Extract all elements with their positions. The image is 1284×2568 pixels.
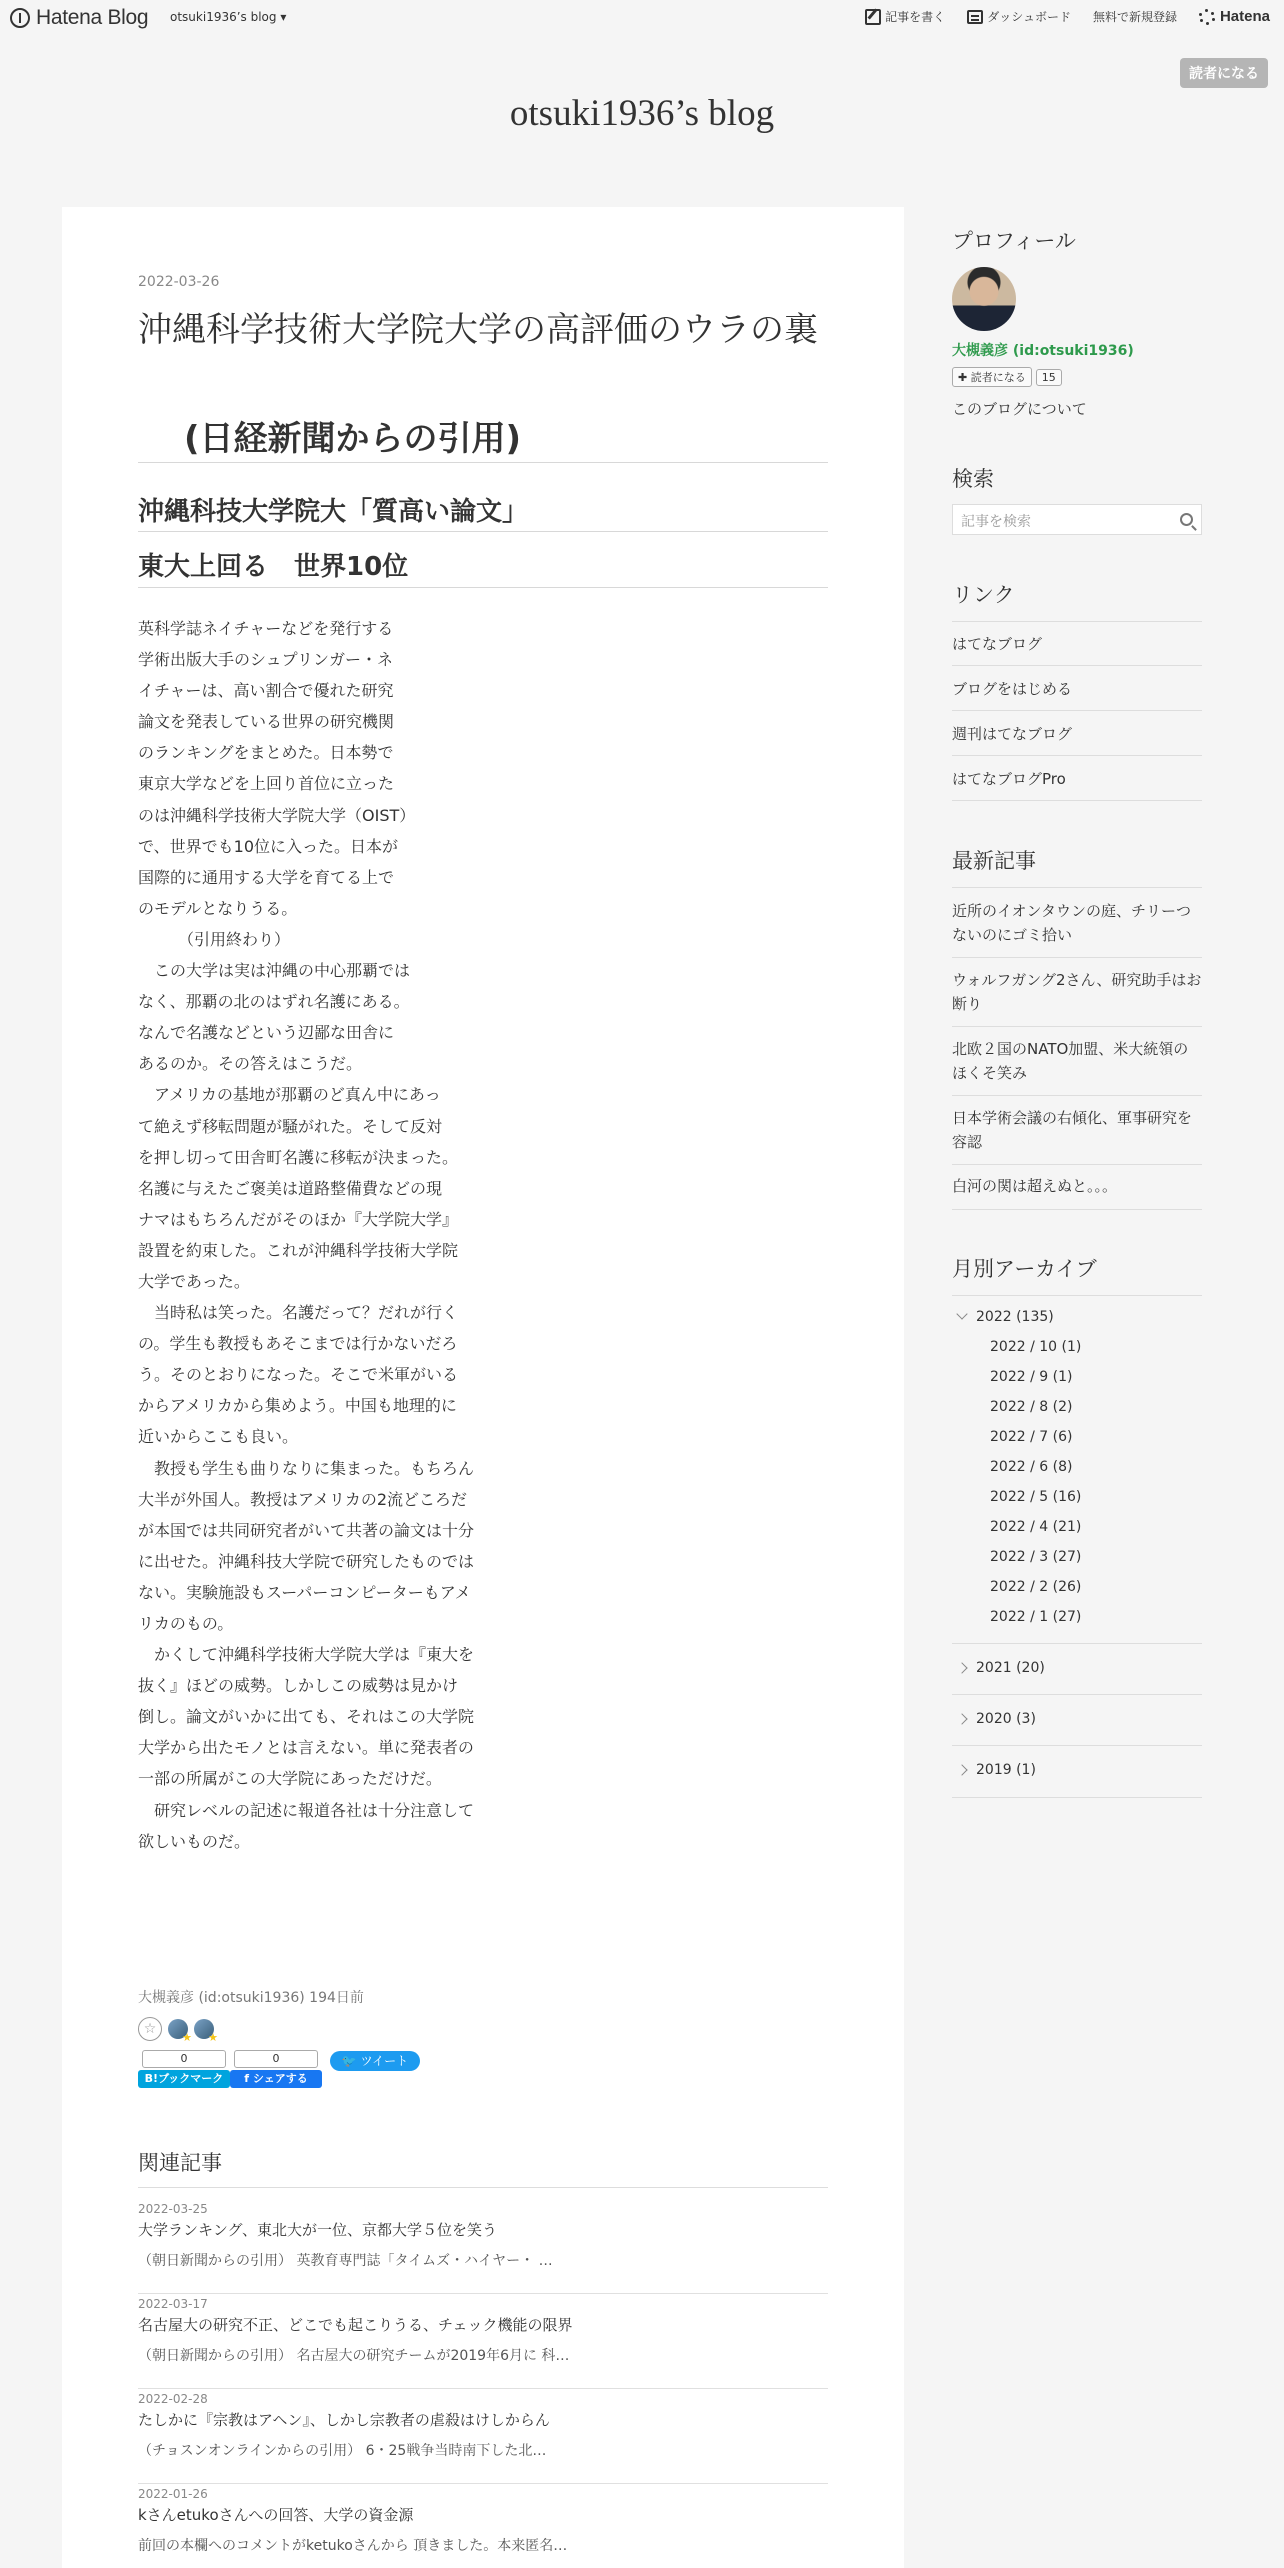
- link-item[interactable]: ブログをはじめる: [952, 666, 1202, 711]
- links-heading: リンク: [952, 579, 1202, 622]
- quote-heading: (日経新聞からの引用): [138, 403, 828, 463]
- entry-body: 英科学誌ネイチャーなどを発行する 学術出版大手のシュプリンガー・ネ イチャーは、高い割合で優れた研究 論文を発表している世界の研究機関 のランキングをまとめた。日本勢で 東京大学などを上回り首位に立った のは沖縄科学技術大学院大学（OIST） で、世界でも10位に入った。日本が 国際的に通用する大学を育てる上で のモデルとなりうる。 （引用終わり） この大学は実は沖縄の中心那覇では なく、那覇の北のはずれ名護にある。 なんで名護などという辺鄙な田舎に あるのか。その答えはこうだ。 アメリカの基地が那覇のど真ん中にあっ て絶えず移転問題が騒がれた。そして反対 を押し切って田舎町名護に移転が決まった。 名護に与えたご褒美は道路整備費などの現 ナマはもちろんだがそのほか『大学院大学』 設置を約束した。これが沖縄科学技術大学院 大学であった。 当時私は笑った。名護だって？だれが行く の。学生も教授もあそこまでは行かないだろ う。そのとおりになった。そこで米軍がいる からアメリカから集めよう。中国も地理的に 近いからここも良い。 教授も学生も曲りなりに集まった。もちろん 大半が外国人。教授はアメリカの2流どころだ が本国では共同研究者がいて共著の論文は十分 に出せた。沖縄科技大学院で研究したものでは ない。実験施設もスーパーコンピーターもアメ リカのもの。 かくして沖縄科学技術大学院大学は『東大を 抜く』ほどの威勢。しかしこの威勢は見かけ 倒し。論文がいかに出ても、それはこの大学院 大学から出たモノとは言えない。単に発表者の 一部の所属がこの大学院にあっただけだ。 研究レベルの記述に報道各社は十分注意して 欲しいものだ。: [138, 619, 475, 1851]
- chevron-right-icon[interactable]: [956, 1662, 967, 1673]
- recent-list: [952, 889, 1202, 1210]
- link-item[interactable]: はてなブログ: [952, 621, 1202, 666]
- tweet-button[interactable]: 🐦 ツイート: [330, 2051, 420, 2071]
- global-header: [0, 0, 1284, 36]
- archive-year-2020[interactable]: [956, 1711, 1206, 1727]
- write-entry-link[interactable]: [865, 8, 945, 25]
- links-list: [952, 621, 1202, 801]
- archive-heading: 月別アーカイブ: [952, 1253, 1202, 1296]
- archive-month[interactable]: 2022 / 8 (2): [990, 1399, 1073, 1415]
- profile-avatar[interactable]: [952, 267, 1016, 331]
- hatena-blog-logo[interactable]: [10, 6, 148, 30]
- archive-divider: [952, 1745, 1202, 1746]
- bookmark-button[interactable]: B!ブックマーク: [138, 2070, 230, 2088]
- related-date: 2022-01-26: [138, 2487, 208, 2501]
- related-date: 2022-02-28: [138, 2392, 208, 2406]
- recent-item[interactable]: ウォルフガング2さん、研究助手はお断り: [952, 958, 1202, 1027]
- add-star-button[interactable]: ☆: [138, 2017, 162, 2041]
- subscribe-button[interactable]: 読者になる: [1180, 58, 1268, 88]
- related-snippet: （朝日新聞からの引用） 英教育専門誌「タイムズ・ハイヤー・ …: [138, 2253, 553, 2269]
- subheading-2: 東大上回る 世界10位: [138, 540, 828, 588]
- archive-divider: [952, 1694, 1202, 1695]
- entry-article: [62, 207, 904, 2568]
- archive-month[interactable]: 2022 / 10 (1): [990, 1339, 1082, 1355]
- archive-year-label: 2021 (20): [976, 1660, 1045, 1676]
- archive-year-label: 2019 (1): [976, 1762, 1036, 1778]
- recent-item[interactable]: 日本学術会議の右傾化、軍事研究を容認: [952, 1096, 1202, 1165]
- archive-divider: [952, 1643, 1202, 1644]
- archive-divider: [952, 1797, 1202, 1798]
- profile-actions: [952, 367, 1062, 387]
- search-placeholder: 記事を検索: [961, 514, 1031, 530]
- archive-year-2021[interactable]: [956, 1660, 1206, 1676]
- profile-heading: プロフィール: [952, 229, 1076, 253]
- search-icon[interactable]: [1180, 513, 1193, 526]
- bookmark-count: 0: [142, 2050, 226, 2068]
- related-item[interactable]: [138, 2392, 828, 2484]
- star-bar: [138, 2017, 214, 2041]
- entry-date[interactable]: 2022-03-26: [138, 274, 220, 290]
- profile-name[interactable]: 大槻義彦 (id:otsuki1936): [952, 343, 1134, 359]
- related-snippet: （チョスンオンラインからの引用） 6・25戦争当時南下した北…: [138, 2443, 547, 2459]
- related-title[interactable]: kさんetukoさんへの回答、大学の資金源: [138, 2506, 414, 2524]
- dashboard-link[interactable]: [967, 8, 1071, 25]
- related-item[interactable]: [138, 2297, 828, 2389]
- recent-item[interactable]: 近所のイオンタウンの庭、チリーつないのにゴミ拾い: [952, 889, 1202, 958]
- related-date: 2022-03-25: [138, 2202, 208, 2216]
- chevron-right-icon[interactable]: [956, 1764, 967, 1775]
- profile-subscribe-button[interactable]: ✚ 読者になる: [952, 367, 1032, 387]
- related-date: 2022-03-17: [138, 2297, 208, 2311]
- pen-icon: [865, 9, 881, 25]
- related-snippet: 前回の本欄へのコメントがketukoさんから 頂きました。本来匿名…: [138, 2538, 568, 2554]
- archive-month[interactable]: 2022 / 6 (8): [990, 1459, 1073, 1475]
- archive-year-label: 2022 (135): [976, 1309, 1054, 1325]
- search-input[interactable]: [952, 504, 1202, 535]
- chevron-right-icon[interactable]: [956, 1713, 967, 1724]
- entry-title[interactable]: 沖縄科学技術大学院大学の高評価のウラの裏: [138, 311, 818, 349]
- facebook-share: [230, 2050, 322, 2088]
- archive-month[interactable]: 2022 / 5 (16): [990, 1489, 1082, 1505]
- related-item[interactable]: [138, 2487, 828, 2563]
- logo-text: Hatena Blog: [36, 6, 149, 29]
- tweet-label: ツイート: [360, 2054, 409, 2068]
- recent-item[interactable]: 北欧２国のNATO加盟、米大統領のほくそ笑み: [952, 1027, 1202, 1096]
- entry-author-line[interactable]: 大槻義彦 (id:otsuki1936) 194日前: [138, 1990, 364, 2006]
- related-title[interactable]: 名古屋大の研究不正、どこでも起こりうる、チェック機能の限界: [138, 2316, 573, 2334]
- write-label: 記事を書く: [885, 10, 946, 24]
- link-item[interactable]: 週刊はてなブログ: [952, 711, 1202, 756]
- blog-title[interactable]: otsuki1936’s blog: [509, 93, 775, 134]
- hatena-label: Hatena: [1219, 8, 1270, 25]
- recent-heading: 最新記事: [952, 845, 1202, 888]
- dashboard-label: ダッシュボード: [987, 10, 1071, 24]
- share-count: 0: [234, 2050, 318, 2068]
- archive-month[interactable]: 2022 / 7 (6): [990, 1429, 1073, 1445]
- related-item[interactable]: [138, 2202, 828, 2294]
- archive-month[interactable]: 2022 / 9 (1): [990, 1369, 1073, 1385]
- signup-link[interactable]: 無料で新規登録: [1092, 10, 1177, 24]
- archive-year-2022[interactable]: [956, 1309, 1206, 1325]
- related-snippet: （朝日新聞からの引用） 名古屋大の研究チームが2019年6月に 科…: [138, 2348, 570, 2364]
- subscriber-count: 15: [1036, 369, 1062, 386]
- chevron-down-icon[interactable]: [956, 1308, 967, 1319]
- hatena-dots-icon: [1199, 9, 1215, 25]
- archive-month[interactable]: 2022 / 3 (27): [990, 1549, 1082, 1565]
- archive-year-2019[interactable]: [956, 1762, 1206, 1778]
- related-title[interactable]: 大学ランキング、東北大が一位、京都大学５位を笑う: [138, 2221, 497, 2239]
- about-blog-link[interactable]: このブログについて: [952, 400, 1087, 418]
- hatena-bookmark-share: [138, 2050, 230, 2088]
- star-user-avatar[interactable]: [168, 2019, 188, 2039]
- link-item[interactable]: はてなブログPro: [952, 756, 1202, 801]
- blog-menu-dropdown[interactable]: otsuki1936’s blog ▾: [170, 10, 287, 24]
- related-title[interactable]: たしかに『宗教はアヘン』、しかし宗教者の虐殺はけしからん: [138, 2411, 550, 2429]
- star-user-avatar[interactable]: [194, 2019, 214, 2039]
- archive-month[interactable]: 2022 / 4 (21): [990, 1519, 1082, 1535]
- subheading-1: 沖縄科技大学院大「質高い論文」: [138, 489, 828, 532]
- archive-month[interactable]: 2022 / 2 (26): [990, 1579, 1082, 1595]
- archive-year-label: 2020 (3): [976, 1711, 1036, 1727]
- related-heading: 関連記事: [138, 2147, 828, 2188]
- recent-item[interactable]: 白河の関は超えぬと。。。: [952, 1165, 1202, 1210]
- facebook-share-button[interactable]: f シェアする: [230, 2070, 322, 2088]
- archive-month[interactable]: 2022 / 1 (27): [990, 1609, 1082, 1625]
- hatena-menu[interactable]: [1199, 8, 1270, 25]
- search-heading: 検索: [952, 467, 994, 491]
- hatena-blog-logo-icon: [10, 8, 30, 28]
- dashboard-icon: [967, 10, 983, 24]
